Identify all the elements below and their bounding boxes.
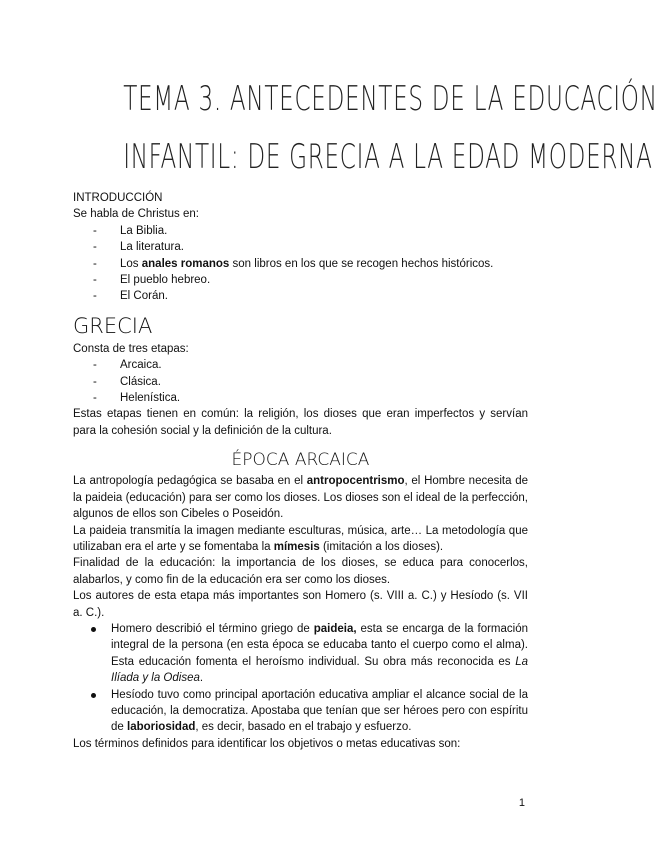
grecia-summary: Estas etapas tienen en común: la religión, los dioses que eran imperfectos y servían para la cohesión social y la definición de la cultura. <box>73 408 528 437</box>
grecia-heading: GRECIA <box>73 313 153 338</box>
list-item: - Los anales romanos son libros en los que se recogen hechos históricos. <box>93 256 528 272</box>
document-body <box>73 190 528 752</box>
intro-list <box>73 223 528 305</box>
authors-list <box>73 621 528 736</box>
arcaica-paragraph-1: La antropología pedagógica se basaba en el antropocentrismo, el Hombre necesita de la paideia (educación) para ser como los dioses. Los dioses son el ideal de la perfección, algunos de ellos son Cibeles o Poseidón. <box>73 475 529 521</box>
intro-heading: INTRODUCCIÓN <box>73 192 163 204</box>
list-item: - Clásica. <box>93 374 528 390</box>
list-item: - El pueblo hebreo. <box>93 272 528 288</box>
list-item: - El Corán. <box>93 288 528 304</box>
list-item-hesiodo: Hesíodo tuvo como principal aportación educativa ampliar el alcance social de la educación, la democratiza. Apostaba que tenían que ser héroes pero con espíritu de laboriosidad, es decir, basado en el trabajo y esfuerzo. <box>91 687 528 736</box>
title-line-2: INFANTIL: DE GRECIA A LA EDAD MODERNA <box>123 137 653 177</box>
title-line-1: TEMA 3. ANTECEDENTES DE LA EDUCACIÓN <box>123 79 658 119</box>
arcaica-paragraph-3: Finalidad de la educación: la importancia de los dioses, se educa para conocerlos, alabarlos, y como fin de la educación era ser como los dioses. <box>73 557 528 586</box>
list-item: - La literatura. <box>93 239 528 255</box>
list-item-homero: Homero describió el término griego de paideia, esta se encarga de la formación integral de la persona (en esta época se educaba tanto el cuerpo como el alma). Esta educación fomenta el heroísmo individual. Su obra más reconocida es La Ilíada y la Odisea. <box>91 621 528 687</box>
arcaica-closing: Los términos definidos para identificar los objetivos o metas educativas son: <box>73 737 461 750</box>
arcaica-paragraph-4: Los autores de esta etapa más importantes son Homero (s. VIII a. C.) y Hesíodo (s. VII a. C.). <box>73 590 528 619</box>
list-item: - La Biblia. <box>93 223 528 239</box>
grecia-lead: Consta de tres etapas: <box>73 342 189 355</box>
list-item: - Helenística. <box>93 390 528 406</box>
page-number: 1 <box>518 797 525 809</box>
arcaica-heading: ÉPOCA ARCAICA <box>231 450 370 471</box>
arcaica-paragraph-2: La paideia transmitía la imagen mediante esculturas, música, arte… La metodología que utilizaban era el arte y se fomentaba la mímesis (imitación a los dioses). <box>73 524 528 553</box>
list-item: - Arcaica. <box>93 357 528 373</box>
intro-lead: Se habla de Christus en: <box>73 208 199 221</box>
grecia-list <box>73 357 528 406</box>
